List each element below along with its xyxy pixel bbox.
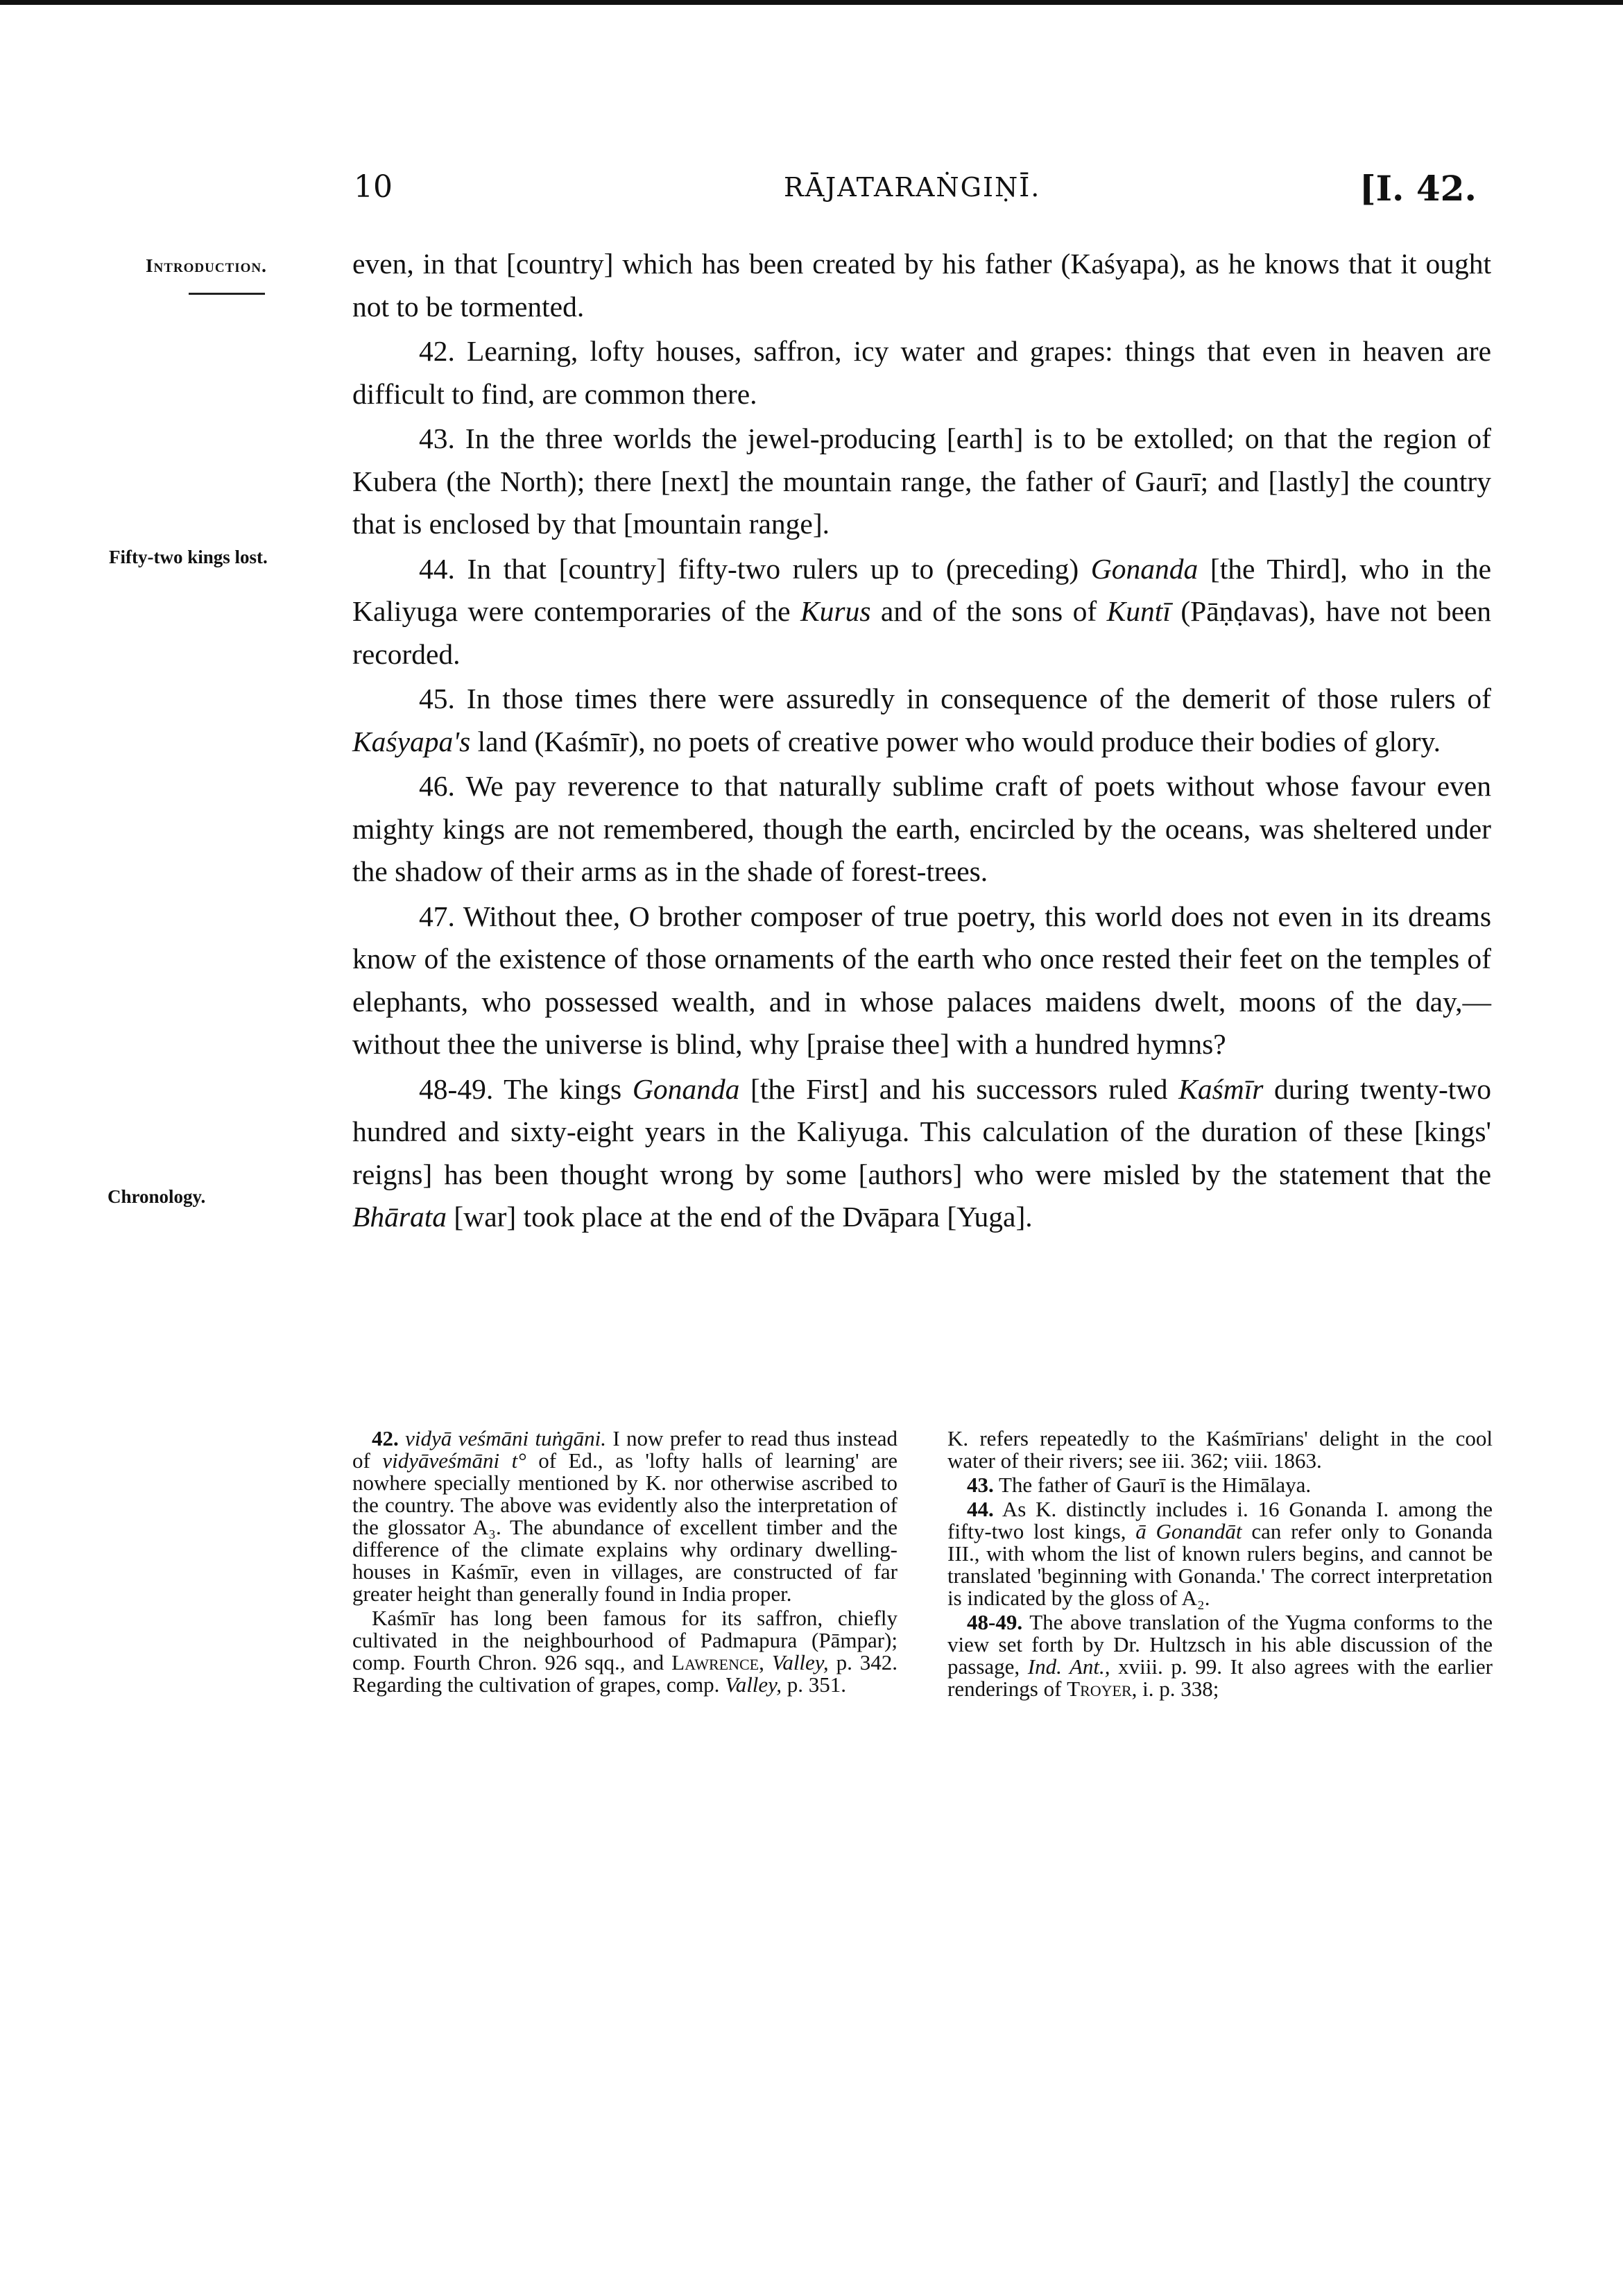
verse-number: 42. [419, 335, 455, 367]
verse-text: (Pāṇḍavas), have not been recorded. [352, 595, 1492, 670]
page-header [0, 169, 1623, 211]
footnote-column-right [947, 1428, 1493, 1702]
footnote-43 [947, 1474, 1493, 1496]
page-number: 10 [354, 169, 393, 205]
side-note-rule [189, 293, 265, 295]
verse-italic: Kuntī [1106, 595, 1171, 627]
verse-43 [352, 418, 1491, 546]
verse-text: and of the sons of [880, 595, 1097, 627]
section-label: [I. 42. [1359, 168, 1477, 209]
verse-48-49 [352, 1068, 1491, 1239]
footnote-text: p. 351. [787, 1672, 846, 1697]
footnote-42-saffron [352, 1607, 898, 1696]
verse-italic: Kaśyapa's [352, 725, 471, 757]
footnote-number: 48-49. [967, 1610, 1023, 1634]
footnote-44 [947, 1498, 1493, 1609]
footnote-text: The father of Gaurī is the Himālaya. [998, 1473, 1312, 1497]
footnote-text: xviii. p. 99. It also agrees with the earlier renderings of [947, 1654, 1493, 1701]
footnote-italic: vidyāveśmāni t° [382, 1448, 526, 1473]
verse-italic: Kaśmīr [1178, 1072, 1264, 1105]
verse-text: Learning, lofty houses, saffron, icy water and grapes: things that even in heaven are difficult to find, are common there. [352, 335, 1492, 410]
verse-46 [352, 765, 1491, 893]
verse-number: 44. [419, 552, 455, 585]
verse-number: 48-49. [419, 1072, 494, 1105]
side-note-fifty-two-kings: Fifty-two kings lost. [109, 547, 268, 567]
verse-text: In those times there were assuredly in consequence of the demerit of those rulers of [466, 683, 1491, 714]
footnote-text: p. 342. Regarding the cultivation of grapes, comp. [352, 1650, 898, 1697]
verse-42 [352, 330, 1491, 415]
verse-text: land (Kaśmīr), no poets of creative power who would produce their bodies of glory. [477, 725, 1441, 757]
footnote-text: Kaśmīr has long been famous for its saffron, chiefly cultivated in the neighbourhood of Padmapura (Pāmpar); comp. Fourth Chron. 926 sqq., and [352, 1606, 898, 1674]
verse-text: during twenty-two hundred and sixty-eight years in the Kaliyuga. This calculation of the duration of these [kings' reigns] has been thought wrong by some [authors] who were misled by the statement that the [352, 1072, 1492, 1190]
verse-italic: Gonanda [632, 1072, 740, 1105]
footnote-text: I now prefer to read thus instead of [352, 1426, 898, 1473]
footnote-italic: Ind. Ant., [1027, 1654, 1110, 1679]
verse-45 [352, 678, 1491, 763]
verse-text: [the Third], who in the Kaliyuga were contemporaries of the [352, 552, 1492, 627]
footnote-italic: ā Gonandāt [1135, 1519, 1242, 1543]
verse-text: The kings [504, 1072, 622, 1105]
footnote-italic: Valley, [725, 1672, 782, 1697]
footnote-number: 42. [372, 1426, 399, 1450]
verse-text: Without thee, O brother composer of true poetry, this world does not even in its dreams know of the existence of those ornaments of the earth who once rested their feet on the temples of elephants, who possessed wealth, and in whose palaces maidens dwelt, moons of the day,—without thee the universe is blind, why [praise thee] with a hundred hymns? [352, 900, 1491, 1060]
footnote-text: The above translation of the Yugma conforms to the view set forth by Dr. Hultzsch in his able discussion of the passage, [947, 1610, 1493, 1679]
verse-number: 46. [419, 770, 455, 802]
footnote-author: Troyer, [1067, 1677, 1137, 1701]
side-note-chronology: Chronology. [108, 1186, 206, 1207]
running-title: RĀJATARAṄGIṆĪ. [784, 172, 1041, 203]
verse-number: 45. [419, 683, 455, 714]
verse-italic: Kurus [800, 595, 871, 627]
footnote-italic: Valley, [771, 1650, 829, 1674]
footnote-42-continued: K. refers repeatedly to the Kaśmīrians' delight in the cool water of their rivers; see iii. 362; viii. 1863. [947, 1426, 1493, 1473]
verse-text: [the First] and his successors ruled [750, 1072, 1168, 1105]
side-note-introduction: Introduction. [146, 255, 267, 276]
footnote-42 [352, 1428, 898, 1605]
verse-text: [war] took place at the end of the Dvāpara [Yuga]. [454, 1201, 1033, 1233]
footnote-text: of Ed., as 'lofty halls of learning' are nowhere specially mentioned by K. nor otherwise ascribed to the country. The above was evidently also the interpretation of the glossator A₃. The abundance of excellent timber and the difference of the climate explains why ordinary dwelling-houses in Kaśmīr, even in villages, are constructed of far greater height than generally found in India proper. [352, 1448, 898, 1606]
footnote-italic: vidyā veśmāni tuṅgāni. [405, 1426, 606, 1450]
main-text [352, 243, 1491, 1241]
footnote-text: can refer only to Gonanda III., with whom the list of known rulers begins, and cannot be translated 'beginning with Gonanda.' The correct interpretation is indicated by the gloss of A₂. [947, 1519, 1493, 1610]
footnote-column-left [352, 1428, 898, 1702]
top-border [0, 0, 1623, 5]
verse-47 [352, 896, 1491, 1066]
verse-text: In that [country] fifty-two rulers up to (preceding) [467, 552, 1079, 585]
footnote-text: i. p. 338; [1142, 1677, 1219, 1701]
verse-italic: Gonanda [1090, 552, 1199, 585]
verse-number: 47. [419, 900, 455, 932]
verse-44 [352, 548, 1491, 676]
footnote-author: Lawrence, [671, 1650, 764, 1674]
verse-text: In the three worlds the jewel-producing [earth] is to be extolled; on that the region of Kubera (the North); there [next] the mountain range, the father of Gaurī; and [lastly] the country that is enclosed by that [mountain range]. [352, 422, 1492, 540]
footnote-text: As K. distinctly includes i. 16 Gonanda I. among the fifty-two lost kings, [947, 1497, 1493, 1543]
footnote-number: 43. [967, 1473, 994, 1497]
footnotes [352, 1428, 1493, 1702]
paragraph-continuation: even, in that [country] which has been created by his father (Kaśyapa), as he knows that it ought not to be tormented. [352, 248, 1491, 323]
verse-text: We pay reverence to that naturally sublime craft of poets without whose favour even mighty kings are not remembered, though the earth, encircled by the oceans, was sheltered under the shadow of their arms as in the shade of forest-trees. [352, 770, 1491, 887]
footnote-number: 44. [967, 1497, 994, 1521]
footnote-48-49 [947, 1611, 1493, 1700]
verse-italic: Bhārata [352, 1201, 447, 1233]
verse-number: 43. [419, 422, 455, 454]
